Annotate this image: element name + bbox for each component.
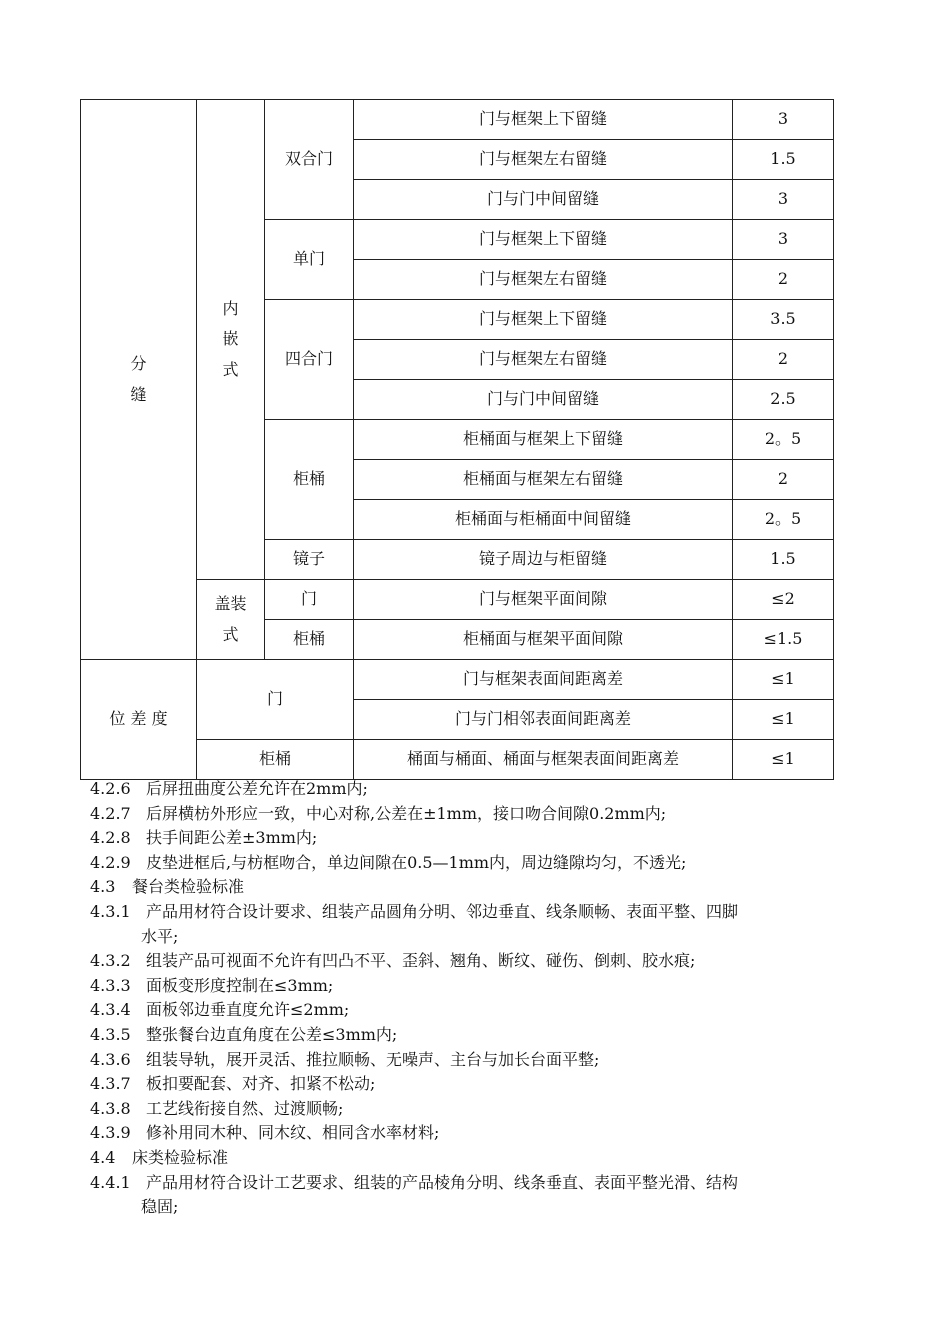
group-mirror: 镜子 bbox=[265, 540, 354, 580]
value-cell: 2。5 bbox=[733, 420, 834, 460]
subcategory-overlay-cell: 盖装式 bbox=[197, 580, 265, 660]
value-cell: ≤1 bbox=[733, 740, 834, 780]
clause: 4.3.1 产品用材符合设计要求、组装产品圆角分明、邻边垂直、线条顺畅、表面平整、四脚 bbox=[90, 901, 739, 921]
item-cell: 门与框架左右留缝 bbox=[354, 340, 733, 380]
table-row bbox=[81, 660, 834, 700]
group-double-door: 双合门 bbox=[265, 100, 354, 220]
item-cell: 柜桶面与框架左右留缝 bbox=[354, 460, 733, 500]
group-pos-door: 门 bbox=[197, 660, 354, 740]
item-cell: 门与门中间留缝 bbox=[354, 380, 733, 420]
clause: 4.3.5 整张餐台边直角度在公差≤3mm内; bbox=[90, 1024, 398, 1044]
group-barrel-overlay: 柜桶 bbox=[265, 620, 354, 660]
clause: 4.2.7 后屏横枋外形应一致，中心对称,公差在±1mm，接口吻合间隙0.2mm内; bbox=[90, 803, 667, 823]
clause: 4.3.2 组装产品可视面不允许有凹凸不平、歪斜、翘角、断纹、碰伤、倒刺、胶水痕; bbox=[90, 951, 696, 971]
value-cell: 3 bbox=[733, 180, 834, 220]
item-cell: 门与框架上下留缝 bbox=[354, 300, 733, 340]
value-cell: 2 bbox=[733, 260, 834, 300]
gap-tolerance-table bbox=[80, 99, 834, 780]
group-barrel: 柜桶 bbox=[265, 420, 354, 540]
item-cell: 柜桶面与框架上下留缝 bbox=[354, 420, 733, 460]
item-cell: 桶面与桶面、桶面与框架表面间距离差 bbox=[354, 740, 733, 780]
value-cell: 2.5 bbox=[733, 380, 834, 420]
clause: 4.3.6 组装导轨，展开灵活、推拉顺畅、无噪声、主台与加长台面平整; bbox=[90, 1049, 600, 1069]
item-cell: 门与框架左右留缝 bbox=[354, 260, 733, 300]
item-cell: 门与框架表面间距离差 bbox=[354, 660, 733, 700]
item-cell: 柜桶面与柜桶面中间留缝 bbox=[354, 500, 733, 540]
value-cell: ≤1.5 bbox=[733, 620, 834, 660]
clause: 4.2.8 扶手间距公差±3mm内; bbox=[90, 828, 318, 848]
value-cell: ≤1 bbox=[733, 700, 834, 740]
clause: 4.4.1 产品用材符合设计工艺要求、组装的产品棱角分明、线条垂直、表面平整光滑、结构 bbox=[90, 1172, 739, 1192]
value-cell: 1.5 bbox=[733, 140, 834, 180]
section-heading: 4.4 床类检验标准 bbox=[90, 1147, 229, 1167]
value-cell: 2 bbox=[733, 340, 834, 380]
item-cell: 门与框架平面间隙 bbox=[354, 580, 733, 620]
clause: 4.3.8 工艺线衔接自然、过渡顺畅; bbox=[90, 1098, 344, 1118]
value-cell: 1.5 bbox=[733, 540, 834, 580]
clause: 4.3.4 面板邻边垂直度允许≤2mm; bbox=[90, 1000, 350, 1020]
value-cell: ≤2 bbox=[733, 580, 834, 620]
table-row bbox=[81, 100, 834, 140]
group-single-door: 单门 bbox=[265, 220, 354, 300]
item-cell: 门与框架上下留缝 bbox=[354, 100, 733, 140]
clause: 4.2.6 后屏扭曲度公差允许在2mm内; bbox=[90, 779, 368, 798]
item-cell: 门与门中间留缝 bbox=[354, 180, 733, 220]
section-heading: 4.3 餐台类检验标准 bbox=[90, 877, 245, 897]
item-cell: 柜桶面与框架平面间隙 bbox=[354, 620, 733, 660]
clause: 4.2.9 皮垫进框后,与枋框吻合，单边间隙在0.5—1mm内，周边缝隙均匀，不透光; bbox=[90, 852, 687, 872]
clause: 4.3.9 修补用同木种、同木纹、相同含水率材料; bbox=[90, 1123, 440, 1143]
value-cell: 2 bbox=[733, 460, 834, 500]
category-gap-cell: 分缝 bbox=[81, 100, 197, 660]
clause: 4.3.3 面板变形度控制在≤3mm; bbox=[90, 975, 334, 995]
clause: 4.3.7 板扣要配套、对齐、扣紧不松动; bbox=[90, 1074, 376, 1094]
value-cell: 2。5 bbox=[733, 500, 834, 540]
value-cell: ≤1 bbox=[733, 660, 834, 700]
item-cell: 门与框架左右留缝 bbox=[354, 140, 733, 180]
value-cell: 3 bbox=[733, 220, 834, 260]
item-cell: 门与框架上下留缝 bbox=[354, 220, 733, 260]
item-cell: 门与门相邻表面间距离差 bbox=[354, 700, 733, 740]
value-cell: 3 bbox=[733, 100, 834, 140]
clause-list bbox=[90, 777, 880, 1220]
clause-continuation: 稳固; bbox=[141, 1197, 179, 1217]
item-cell: 镜子周边与柜留缝 bbox=[354, 540, 733, 580]
group-quad-door: 四合门 bbox=[265, 300, 354, 420]
group-door: 门 bbox=[265, 580, 354, 620]
group-pos-barrel: 柜桶 bbox=[197, 740, 354, 780]
clause-continuation: 水平; bbox=[141, 926, 179, 946]
subcategory-inset-cell: 内嵌式 bbox=[197, 100, 265, 580]
category-position-cell: 位 差 度 bbox=[81, 660, 197, 780]
value-cell: 3.5 bbox=[733, 300, 834, 340]
